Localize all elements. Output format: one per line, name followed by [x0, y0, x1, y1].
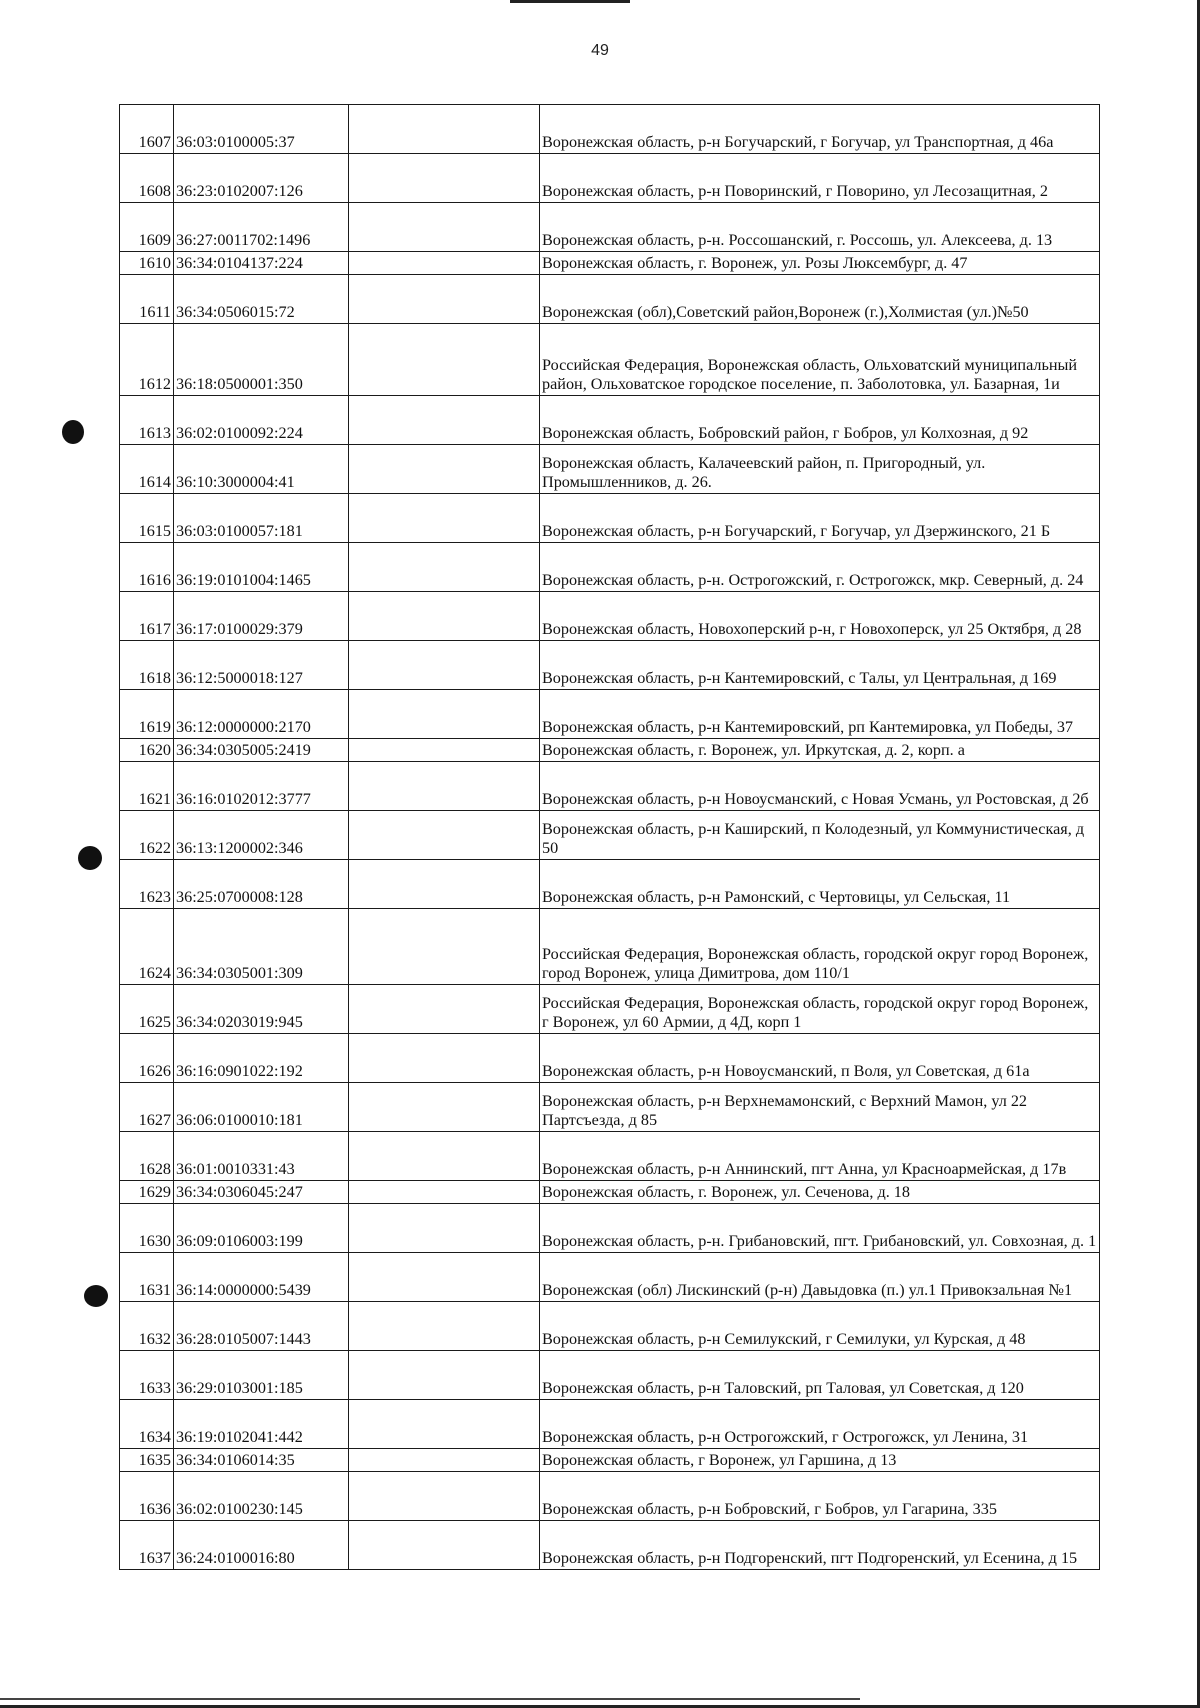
empty-cell: [349, 1034, 540, 1083]
cadastral-number-cell: 36:34:0106014:35: [174, 1449, 349, 1472]
row-number-cell: 1613: [120, 396, 174, 445]
address-cell: Воронежская область, р-н Верхнемамонский, с Верхний Мамон, ул 22 Партсъезда, д 85: [540, 1083, 1100, 1132]
empty-cell: [349, 1204, 540, 1253]
row-number-cell: 1619: [120, 690, 174, 739]
row-number-cell: 1632: [120, 1302, 174, 1351]
punch-hole-mark: [78, 846, 102, 870]
cadastral-number-cell: 36:01:0010331:43: [174, 1132, 349, 1181]
address-cell: Воронежская область, р-н Богучарский, г Богучар, ул Транспортная, д 46а: [540, 105, 1100, 154]
cadastral-register-table: [119, 104, 1100, 1570]
empty-cell: [349, 1472, 540, 1521]
punch-hole-mark: [84, 1285, 108, 1307]
table-row: [120, 909, 1100, 985]
cadastral-number-cell: 36:14:0000000:5439: [174, 1253, 349, 1302]
empty-cell: [349, 762, 540, 811]
table-row: [120, 203, 1100, 252]
address-cell: Воронежская (обл),Советский район,Воронеж (г.),Холмистая (ул.)№50: [540, 275, 1100, 324]
row-number-cell: 1607: [120, 105, 174, 154]
cadastral-number-cell: 36:12:0000000:2170: [174, 690, 349, 739]
table-row: [120, 641, 1100, 690]
cadastral-number-cell: 36:12:5000018:127: [174, 641, 349, 690]
address-cell: Воронежская область, р-н. Острогожский, г. Острогожск, мкр. Северный, д. 24: [540, 543, 1100, 592]
cadastral-number-cell: 36:29:0103001:185: [174, 1351, 349, 1400]
table-row: [120, 762, 1100, 811]
cadastral-number-cell: 36:16:0102012:3777: [174, 762, 349, 811]
table-row: [120, 275, 1100, 324]
address-cell: Воронежская область, р-н Рамонский, с Чертовицы, ул Сельская, 11: [540, 860, 1100, 909]
empty-cell: [349, 592, 540, 641]
empty-cell: [349, 1521, 540, 1570]
row-number-cell: 1609: [120, 203, 174, 252]
address-cell: Воронежская область, р-н. Грибановский, пгт. Грибановский, ул. Совхозная, д. 1: [540, 1204, 1100, 1253]
empty-cell: [349, 1302, 540, 1351]
table-row: [120, 154, 1100, 203]
empty-cell: [349, 494, 540, 543]
empty-cell: [349, 860, 540, 909]
table-row: [120, 1132, 1100, 1181]
table-row: [120, 1034, 1100, 1083]
empty-cell: [349, 203, 540, 252]
empty-cell: [349, 690, 540, 739]
row-number-cell: 1626: [120, 1034, 174, 1083]
row-number-cell: 1637: [120, 1521, 174, 1570]
cadastral-number-cell: 36:19:0101004:1465: [174, 543, 349, 592]
table-row: [120, 1449, 1100, 1472]
empty-cell: [349, 811, 540, 860]
address-cell: Воронежская область, Бобровский район, г Бобров, ул Колхозная, д 92: [540, 396, 1100, 445]
row-number-cell: 1624: [120, 909, 174, 985]
cadastral-number-cell: 36:34:0203019:945: [174, 985, 349, 1034]
table-row: [120, 1472, 1100, 1521]
cadastral-number-cell: 36:03:0100057:181: [174, 494, 349, 543]
table-row: [120, 1521, 1100, 1570]
table-row: [120, 690, 1100, 739]
empty-cell: [349, 324, 540, 396]
address-cell: Воронежская область, г. Воронеж, ул. Иркутская, д. 2, корп. а: [540, 739, 1100, 762]
cadastral-number-cell: 36:18:0500001:350: [174, 324, 349, 396]
address-cell: Воронежская область, р-н Подгоренский, пгт Подгоренский, ул Есенина, д 15: [540, 1521, 1100, 1570]
empty-cell: [349, 1132, 540, 1181]
cadastral-number-cell: 36:13:1200002:346: [174, 811, 349, 860]
cadastral-number-cell: 36:34:0305001:309: [174, 909, 349, 985]
row-number-cell: 1623: [120, 860, 174, 909]
address-cell: Воронежская область, Калачеевский район, п. Пригородный, ул. Промышленников, д. 26.: [540, 445, 1100, 494]
address-cell: Воронежская область, р-н Поворинский, г Поворино, ул Лесозащитная, 2: [540, 154, 1100, 203]
address-cell: Воронежская область, р-н. Россошанский, г. Россошь, ул. Алексеева, д. 13: [540, 203, 1100, 252]
address-cell: Российская Федерация, Воронежская область, Ольховатский муниципальный район, Ольховатское городское поселение, п. Заболотовка, ул. Базарная, 1и: [540, 324, 1100, 396]
address-cell: Воронежская область, р-н Новоусманский, с Новая Усмань, ул Ростовская, д 2б: [540, 762, 1100, 811]
empty-cell: [349, 1083, 540, 1132]
cadastral-number-cell: 36:23:0102007:126: [174, 154, 349, 203]
cadastral-number-cell: 36:19:0102041:442: [174, 1400, 349, 1449]
cadastral-number-cell: 36:25:0700008:128: [174, 860, 349, 909]
address-cell: Российская Федерация, Воронежская область, городской округ город Воронеж, г Воронеж, ул 60 Армии, д 4Д, корп 1: [540, 985, 1100, 1034]
empty-cell: [349, 1181, 540, 1204]
scan-edge-top: [510, 0, 630, 3]
row-number-cell: 1621: [120, 762, 174, 811]
table-row: [120, 1253, 1100, 1302]
cadastral-number-cell: 36:34:0104137:224: [174, 252, 349, 275]
empty-cell: [349, 985, 540, 1034]
cadastral-number-cell: 36:02:0100092:224: [174, 396, 349, 445]
address-cell: Воронежская область, г. Воронеж, ул. Розы Люксембург, д. 47: [540, 252, 1100, 275]
row-number-cell: 1629: [120, 1181, 174, 1204]
table-row: [120, 592, 1100, 641]
row-number-cell: 1616: [120, 543, 174, 592]
cadastral-number-cell: 36:06:0100010:181: [174, 1083, 349, 1132]
empty-cell: [349, 641, 540, 690]
empty-cell: [349, 909, 540, 985]
table-row: [120, 1083, 1100, 1132]
table-row: [120, 494, 1100, 543]
address-cell: Воронежская область, г. Воронеж, ул. Сеченова, д. 18: [540, 1181, 1100, 1204]
table-row: [120, 252, 1100, 275]
table-row: [120, 324, 1100, 396]
cadastral-number-cell: 36:34:0306045:247: [174, 1181, 349, 1204]
empty-cell: [349, 739, 540, 762]
scan-edge-bottom-inner: [0, 1698, 860, 1700]
address-cell: Воронежская область, р-н Острогожский, г Острогожск, ул Ленина, 31: [540, 1400, 1100, 1449]
row-number-cell: 1618: [120, 641, 174, 690]
table-row: [120, 1351, 1100, 1400]
empty-cell: [349, 252, 540, 275]
address-cell: Воронежская область, р-н Богучарский, г Богучар, ул Дзержинского, 21 Б: [540, 494, 1100, 543]
address-cell: Воронежская (обл) Лискинский (р-н) Давыдовка (п.) ул.1 Привокзальная №1: [540, 1253, 1100, 1302]
address-cell: Воронежская область, р-н Бобровский, г Бобров, ул Гагарина, 335: [540, 1472, 1100, 1521]
empty-cell: [349, 1449, 540, 1472]
row-number-cell: 1608: [120, 154, 174, 203]
cadastral-number-cell: 36:24:0100016:80: [174, 1521, 349, 1570]
address-cell: Воронежская область, р-н Аннинский, пгт Анна, ул Красноармейская, д 17в: [540, 1132, 1100, 1181]
punch-hole-mark: [62, 420, 84, 444]
row-number-cell: 1620: [120, 739, 174, 762]
address-cell: Воронежская область, г Воронеж, ул Гаршина, д 13: [540, 1449, 1100, 1472]
row-number-cell: 1636: [120, 1472, 174, 1521]
cadastral-number-cell: 36:34:0506015:72: [174, 275, 349, 324]
table-row: [120, 739, 1100, 762]
table-row: [120, 1400, 1100, 1449]
empty-cell: [349, 396, 540, 445]
empty-cell: [349, 275, 540, 324]
row-number-cell: 1610: [120, 252, 174, 275]
empty-cell: [349, 1351, 540, 1400]
address-cell: Воронежская область, р-н Каширский, п Колодезный, ул Коммунистическая, д 50: [540, 811, 1100, 860]
table-row: [120, 396, 1100, 445]
table-row: [120, 811, 1100, 860]
row-number-cell: 1625: [120, 985, 174, 1034]
empty-cell: [349, 1253, 540, 1302]
cadastral-number-cell: 36:09:0106003:199: [174, 1204, 349, 1253]
row-number-cell: 1635: [120, 1449, 174, 1472]
table-row: [120, 860, 1100, 909]
table-row: [120, 1204, 1100, 1253]
address-cell: Воронежская область, р-н Кантемировский, рп Кантемировка, ул Победы, 37: [540, 690, 1100, 739]
cadastral-number-cell: 36:03:0100005:37: [174, 105, 349, 154]
address-cell: Воронежская область, р-н Новоусманский, п Воля, ул Советская, д 61а: [540, 1034, 1100, 1083]
row-number-cell: 1631: [120, 1253, 174, 1302]
row-number-cell: 1622: [120, 811, 174, 860]
table-row: [120, 1302, 1100, 1351]
cadastral-number-cell: 36:16:0901022:192: [174, 1034, 349, 1083]
row-number-cell: 1612: [120, 324, 174, 396]
row-number-cell: 1614: [120, 445, 174, 494]
empty-cell: [349, 105, 540, 154]
page-number: 49: [591, 42, 609, 59]
row-number-cell: 1611: [120, 275, 174, 324]
address-cell: Воронежская область, р-н Таловский, рп Таловая, ул Советская, д 120: [540, 1351, 1100, 1400]
empty-cell: [349, 154, 540, 203]
row-number-cell: 1627: [120, 1083, 174, 1132]
table-row: [120, 445, 1100, 494]
table-row: [120, 1181, 1100, 1204]
row-number-cell: 1615: [120, 494, 174, 543]
row-number-cell: 1617: [120, 592, 174, 641]
address-cell: Российская Федерация, Воронежская область, городской округ город Воронеж, город Воронеж, улица Димитрова, дом 110/1: [540, 909, 1100, 985]
address-cell: Воронежская область, Новохоперский р-н, г Новохоперск, ул 25 Октября, д 28: [540, 592, 1100, 641]
row-number-cell: 1630: [120, 1204, 174, 1253]
register-body: [120, 105, 1100, 1570]
row-number-cell: 1634: [120, 1400, 174, 1449]
cadastral-number-cell: 36:17:0100029:379: [174, 592, 349, 641]
cadastral-number-cell: 36:10:3000004:41: [174, 445, 349, 494]
row-number-cell: 1628: [120, 1132, 174, 1181]
address-cell: Воронежская область, р-н Кантемировский, с Талы, ул Центральная, д 169: [540, 641, 1100, 690]
cadastral-number-cell: 36:02:0100230:145: [174, 1472, 349, 1521]
table-row: [120, 543, 1100, 592]
cadastral-number-cell: 36:27:0011702:1496: [174, 203, 349, 252]
cadastral-number-cell: 36:28:0105007:1443: [174, 1302, 349, 1351]
empty-cell: [349, 1400, 540, 1449]
empty-cell: [349, 445, 540, 494]
cadastral-number-cell: 36:34:0305005:2419: [174, 739, 349, 762]
empty-cell: [349, 543, 540, 592]
table-row: [120, 105, 1100, 154]
address-cell: Воронежская область, р-н Семилукский, г Семилуки, ул Курская, д 48: [540, 1302, 1100, 1351]
row-number-cell: 1633: [120, 1351, 174, 1400]
table-row: [120, 985, 1100, 1034]
